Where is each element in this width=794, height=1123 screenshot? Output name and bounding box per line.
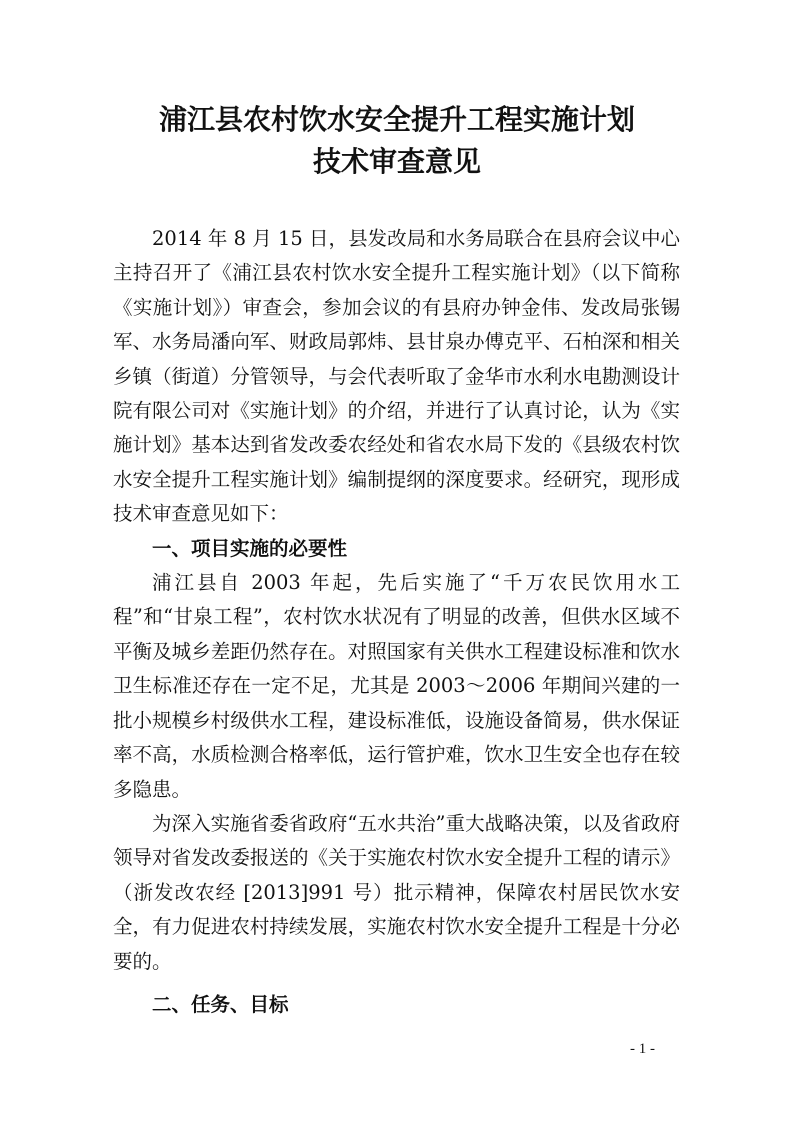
section-heading-2: 二、任务、目标 — [152, 992, 289, 1016]
page-number: - 1 - — [630, 1041, 655, 1057]
body-paragraph: 浦江县自 2003 年起，先后实施了“千万农民饮用水工程”和“甘泉工程”，农村饮水状况有了明显的改善，但供水区域不平衡及城乡差距仍然存在。对照国家有关供水工程建设标准和饮水卫生标准还存在一定不足，尤其是 2003～2006 年期间兴建的一批小规模乡村级供水工程，建设标准低，设施设备简易，供水保证率不高，水质检测合格率低，运行管护难，饮水卫生安全也存在较多隐患。 — [113, 571, 680, 801]
section-heading-1: 一、项目实施的必要性 — [152, 536, 348, 560]
intro-paragraph: 2014 年 8 月 15 日，县发改局和水务局联合在县府会议中心主持召开了《浦江县农村饮水安全提升工程实施计划》（以下简称《实施计划》）审查会，参加会议的有县府办钟金伟、发改局张锡军、水务局潘向军、财政局郭炜、县甘泉办傅克平、石柏深和相关乡镇（街道）分管领导，与会代表听取了金华市水利水电勘测设计院有限公司对《实施计划》的介绍，并进行了认真讨论，认为《实施计划》基本达到省发改委农经处和省农水局下发的《县级农村饮水安全提升工程实施计划》编制提纲的深度要求。经研究，现形成技术审查意见如下： — [113, 227, 680, 526]
document-subtitle: 技术审查意见 — [312, 145, 481, 178]
document-title: 浦江县农村饮水安全提升工程实施计划 — [158, 103, 635, 136]
document-body — [113, 222, 680, 1022]
body-paragraph: 为深入实施省委省政府“五水共治”重大战略决策，以及省政府领导对省发改委报送的《关于实施农村饮水安全提升工程的请示》（浙发改农经 [2013]991 号）批示精神，保障农村居民饮水安全，有力促进农村持续发展，实施农村饮水安全提升工程是十分必要的。 — [113, 811, 680, 973]
